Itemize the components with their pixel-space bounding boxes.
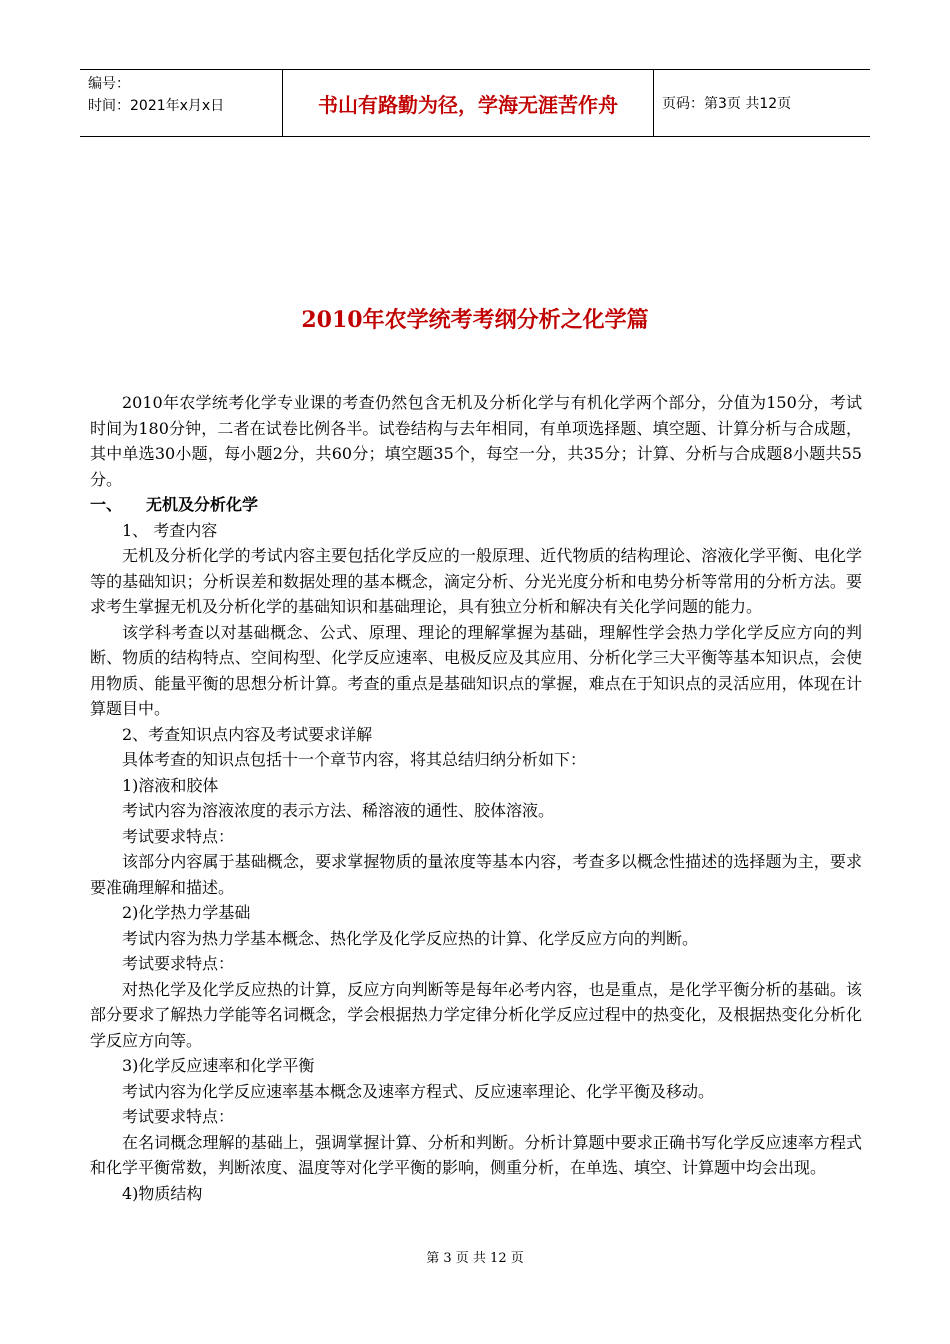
topic-2-requirements: 对热化学及化学反应热的计算，反应方向判断等是每年必考内容，也是重点，是化学平衡分析的基础。该部分要求了解热力学能等名词概念，学会根据热力学定律分析化学反应过程中的热变化，及根据热变化分析化学反应方向等。 xyxy=(90,979,862,1050)
paragraph-2: 该学科考查以对基础概念、公式、原理、理论的理解掌握为基础，理解性学会热力学化学反应方向的判断、物质的结构特点、空间构型、化学反应速率、电极反应及其应用、分析化学三大平衡等基本知识点，会使用物质、能量平衡的思想分析计算。考查的重点是基础知识点的掌握，难点在于知识点的灵活应用，体现在计算题目中。 xyxy=(90,622,862,718)
header-table xyxy=(80,69,870,137)
date-label: 时间：2021年x月x日 xyxy=(88,98,225,114)
number-label: 编号： xyxy=(88,76,130,92)
topic-1-heading: 1)溶液和胶体 xyxy=(122,775,219,795)
header-page-info: 页码：第3页 共12页 xyxy=(662,96,792,112)
topic-3-requirements: 在名词概念理解的基础上，强调掌握计算、分析和判断。分析计算题中要求正确书写化学反应速率方程式和化学平衡常数，判断浓度、温度等对化学平衡的影响，侧重分析，在单选、填空、计算题中均会出现。 xyxy=(90,1132,862,1177)
requirement-label: 考试要求特点： xyxy=(122,1107,235,1126)
intro-paragraph: 2010年农学统考化学专业课的考查仍然包含无机及分析化学与有机化学两个部分，分值为150分，考试时间为180分钟，二者在试卷比例各半。试卷结构与去年相同，有单项选择题、填空题、计算分析与合成题，其中单选30小题，每小题2分，共60分；填空题35个，每空一分，共35分；计算、分析与合成题8小题共55分。 xyxy=(90,393,862,489)
requirement-label: 考试要求特点： xyxy=(122,954,235,973)
paragraph-1: 无机及分析化学的考试内容主要包括化学反应的一般原理、近代物质的结构理论、溶液化学平衡、电化学等的基础知识；分析误差和数据处理的基本概念，滴定分析、分光光度分析和电势分析等常用的分析方法。要求考生掌握无机及分析化学的基础知识和基础理论，具有独立分析和解决有关化学问题的能力。 xyxy=(90,546,862,616)
paragraph-3: 具体考查的知识点包括十一个章节内容，将其总结归纳分析如下： xyxy=(122,750,587,769)
subheading-2: 2、考查知识点内容及考试要求详解 xyxy=(122,724,373,744)
header-motto: 书山有路勤为径，学海无涯苦作舟 xyxy=(282,70,654,136)
topic-1-requirements: 该部分内容属于基础概念，要求掌握物质的量浓度等基本内容，考查多以概念性描述的选择题为主，要求要准确理解和描述。 xyxy=(90,852,862,897)
section-title: 无机及分析化学 xyxy=(146,495,259,514)
topic-2-heading: 2)化学热力学基础 xyxy=(122,903,251,922)
document-title: 2010年农学统考考纲分析之化学篇 xyxy=(301,307,649,333)
section-heading xyxy=(90,492,862,518)
document-body xyxy=(90,390,862,1206)
topic-2-content: 考试内容为热力学基本概念、热化学及化学反应热的计算、化学反应方向的判断。 xyxy=(122,928,699,948)
topic-4-heading: 4)物质结构 xyxy=(122,1183,203,1203)
subheading-1: 1、 考查内容 xyxy=(122,520,218,540)
topic-3-content: 考试内容为化学反应速率基本概念及速率方程式、反应速率理论、化学平衡及移动。 xyxy=(122,1081,715,1101)
section-number: 一、 xyxy=(90,495,123,514)
header-meta xyxy=(80,70,282,136)
topic-3-heading: 3)化学反应速率和化学平衡 xyxy=(122,1056,315,1075)
requirement-label: 考试要求特点： xyxy=(122,826,235,846)
page-footer: 第 3 页 共 12 页 xyxy=(426,1251,524,1266)
topic-1-content: 考试内容为溶液浓度的表示方法、稀溶液的通性、胶体溶液。 xyxy=(122,801,555,820)
